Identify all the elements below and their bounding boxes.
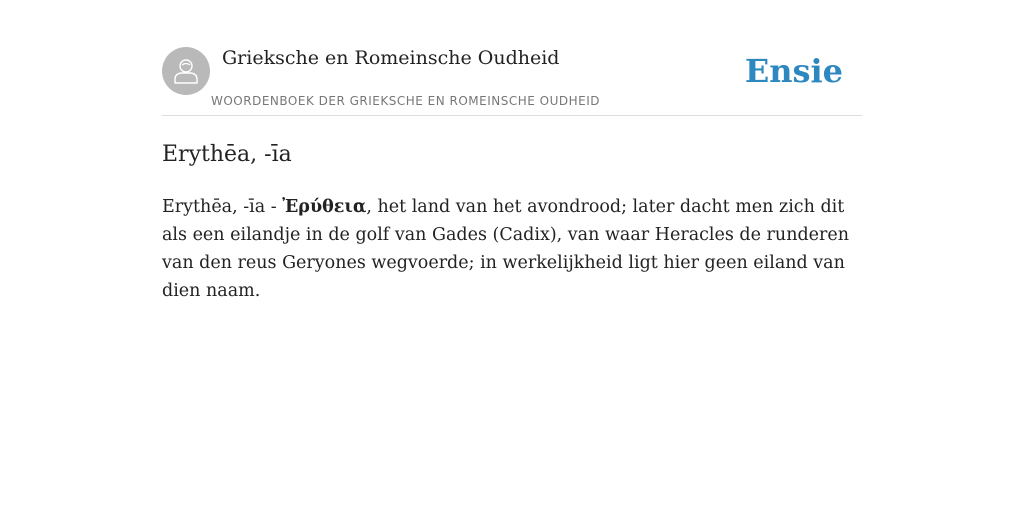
entry-title: Erythēa, -īa <box>162 142 292 167</box>
dictionary-subtitle: WOORDENBOEK DER GRIEKSCHE EN ROMEINSCHE OUDHEID <box>211 94 601 108</box>
entry-definition <box>162 193 862 305</box>
ensie-logo[interactable]: Ensie <box>744 52 843 90</box>
user-icon <box>171 56 201 86</box>
avatar[interactable] <box>162 47 210 95</box>
dictionary-title[interactable]: Grieksche en Romeinsche Oudheid <box>222 47 560 69</box>
entry-definition-text: , het land van het avondrood; later dacht men zich dit als een eilandje in de golf van Gades (Cadix), van waar Heracles de runderen van den reus Geryones wegvoerde; in werkelijkheid ligt hier geen eiland van dien naam. <box>162 197 850 301</box>
entry-greek-term: Ἐρύθεια <box>282 197 367 217</box>
page <box>162 0 862 305</box>
entry-separator: - <box>265 197 283 217</box>
entry-lemma: Erythēa, -īa <box>162 197 266 217</box>
dictionary-header <box>162 46 862 116</box>
